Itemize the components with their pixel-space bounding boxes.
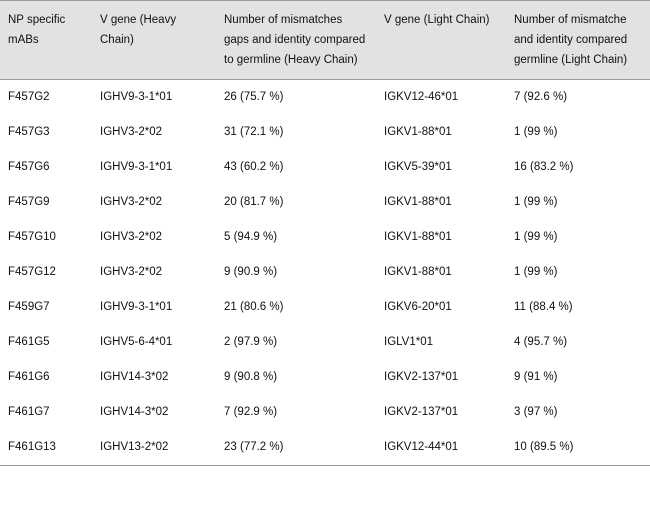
cell-vgene-heavy: IGHV13-2*02 (92, 430, 216, 466)
cell-vgene-light: IGKV12-46*01 (384, 91, 459, 103)
cell-mismatch-heavy: 5 (94.9 %) (224, 231, 278, 243)
cell-vgene-light: IGKV2-137*01 (384, 406, 459, 418)
cell-mismatch-light: 1 (99 %) (514, 231, 558, 243)
cell-mismatch-light: 1 (99 %) (514, 126, 558, 138)
cell-mab: F461G13 (0, 430, 92, 466)
cell-mismatch-light: 1 (99 %) (514, 266, 558, 278)
table-row (0, 325, 650, 360)
table-row (0, 360, 650, 395)
table-row (0, 115, 650, 150)
cell-mab: F459G7 (8, 301, 50, 313)
cell-vgene-light: IGLV1*01 (384, 336, 434, 348)
cell-vgene-heavy: IGHV3-2*02 (100, 266, 163, 278)
cell-mab: F457G3 (8, 126, 50, 138)
table-bottom-spacer (0, 466, 650, 492)
cell-mab: F457G9 (8, 196, 50, 208)
cell-mab: F457G10 (8, 231, 56, 243)
cell-vgene-heavy: IGHV3-2*02 (100, 231, 163, 243)
cell-vgene-heavy: IGHV9-3-1*01 (100, 301, 173, 313)
column-header-vgene-light: V gene (Light Chain) (384, 14, 490, 26)
cell-mismatch-heavy: 20 (81.7 %) (224, 196, 284, 208)
cell-vgene-light: IGKV1-88*01 (384, 231, 452, 243)
cell-mismatch-light: 10 (89.5 %) (506, 430, 650, 466)
table-header-row (0, 1, 650, 80)
cell-mismatch-heavy: 7 (92.9 %) (224, 406, 278, 418)
cell-vgene-heavy: IGHV5-6-4*01 (100, 336, 173, 348)
cell-mab: F457G2 (8, 91, 50, 103)
cell-mismatch-heavy: 31 (72.1 %) (224, 126, 284, 138)
cell-vgene-heavy: IGHV3-2*02 (100, 126, 163, 138)
cell-mismatch-heavy: 9 (90.8 %) (224, 371, 278, 383)
table-row (0, 290, 650, 325)
cell-mismatch-heavy: 26 (75.7 %) (224, 91, 284, 103)
cell-vgene-heavy: IGHV14-3*02 (100, 371, 169, 383)
cell-mismatch-heavy: 23 (77.2 %) (216, 430, 376, 466)
cell-mismatch-light: 1 (99 %) (514, 196, 558, 208)
table-row (0, 150, 650, 185)
column-header-mismatches-light: Number of mismatche and identity compared germline (Light Chain) (514, 14, 628, 66)
cell-mismatch-heavy: 2 (97.9 %) (224, 336, 278, 348)
cell-vgene-light: IGKV1-88*01 (384, 196, 452, 208)
cell-vgene-light: IGKV6-20*01 (384, 301, 452, 313)
cell-mab: F461G6 (8, 371, 50, 383)
column-header-mismatches-heavy: Number of mismatches gaps and identity compared to germline (Heavy Chain) (224, 14, 366, 66)
cell-mismatch-light: 9 (91 %) (514, 371, 558, 383)
cell-mismatch-light: 11 (88.4 %) (514, 301, 573, 313)
cell-vgene-heavy: IGHV3-2*02 (100, 196, 163, 208)
table-row (0, 430, 650, 466)
cell-vgene-light: IGKV5-39*01 (384, 161, 452, 173)
cell-mab: F461G5 (8, 336, 50, 348)
cell-vgene-light: IGKV12-44*01 (376, 430, 506, 466)
cell-mismatch-heavy: 43 (60.2 %) (224, 161, 284, 173)
table-row (0, 220, 650, 255)
cell-vgene-light: IGKV1-88*01 (384, 126, 452, 138)
cell-vgene-heavy: IGHV14-3*02 (100, 406, 169, 418)
cell-mismatch-heavy: 21 (80.6 %) (224, 301, 284, 313)
table-body (0, 80, 650, 466)
cell-mab: F461G7 (8, 406, 50, 418)
cell-mismatch-heavy: 9 (90.9 %) (224, 266, 278, 278)
cell-vgene-heavy: IGHV9-3-1*01 (100, 161, 173, 173)
column-header-vgene-heavy: V gene (Heavy Chain) (100, 14, 177, 46)
table-row (0, 80, 650, 116)
cell-mismatch-light: 7 (92.6 %) (514, 91, 568, 103)
column-header-mabs: NP specific mABs (8, 14, 66, 46)
cell-mab: F457G12 (8, 266, 56, 278)
cell-vgene-heavy: IGHV9-3-1*01 (100, 91, 173, 103)
cell-mismatch-light: 16 (83.2 %) (514, 161, 574, 173)
cell-vgene-light: IGKV1-88*01 (384, 266, 452, 278)
cell-mab: F457G6 (8, 161, 50, 173)
cell-mismatch-light: 4 (95.7 %) (514, 336, 568, 348)
cell-vgene-light: IGKV2-137*01 (384, 371, 459, 383)
cell-mismatch-light: 3 (97 %) (514, 406, 558, 418)
table-row (0, 395, 650, 430)
table-row (0, 185, 650, 220)
table-row (0, 255, 650, 290)
table-header (0, 1, 650, 80)
